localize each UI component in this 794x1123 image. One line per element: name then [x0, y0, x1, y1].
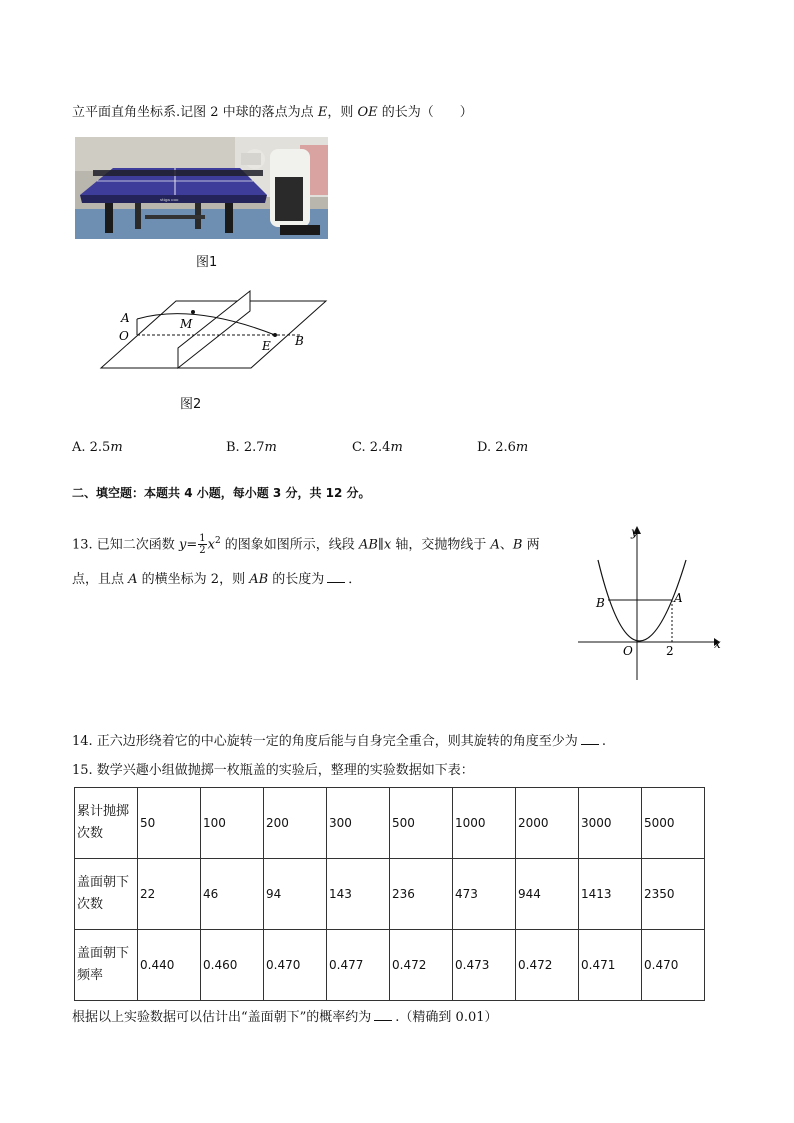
section2-title-mid2: 分，共	[281, 486, 326, 500]
label-e: E	[262, 339, 271, 353]
table-row	[75, 788, 705, 859]
section2-points-total: 12	[325, 486, 343, 500]
q13-line2-end: ．	[348, 572, 362, 587]
graph-label-b: B	[596, 596, 605, 610]
table-cell: 0.470	[264, 930, 327, 1001]
option-d-text: D. 2.6	[477, 440, 516, 455]
table-cell: 94	[264, 859, 327, 930]
label-o: O	[119, 329, 129, 343]
table-cell: 22	[138, 859, 201, 930]
section2-title-post: 分。	[342, 486, 371, 500]
option-c-unit: m	[390, 440, 403, 455]
table-cell: 5000	[642, 788, 705, 859]
point-m	[191, 310, 195, 314]
option-c-text: C. 2.4	[352, 440, 391, 455]
q13-line1-pre: 13. 已知二次函数	[72, 537, 179, 553]
table-cell: 46	[201, 859, 264, 930]
table-cell: 0.470	[642, 930, 705, 1001]
table-cell: 143	[327, 859, 390, 930]
option-a-unit: m	[110, 440, 123, 455]
q12-stem-mid: ，则	[327, 105, 358, 120]
option-a[interactable]	[72, 439, 123, 457]
q13-line1-mid: 的图象如图所示，线段	[220, 537, 359, 553]
table-cell: 1000	[453, 788, 516, 859]
q12-figure2-caption: 图2	[180, 397, 202, 412]
label-b: B	[295, 334, 304, 348]
table-cell: 50	[138, 788, 201, 859]
q13-var-x-axis: x	[383, 537, 392, 553]
q14	[72, 732, 606, 751]
graph-label-o: O	[623, 644, 633, 658]
q13-var-a: A	[490, 537, 500, 553]
q15-after	[72, 1008, 498, 1027]
point-e	[273, 333, 277, 337]
q13-var-x: x	[207, 537, 215, 553]
q13-parabola-graph	[574, 522, 724, 684]
row1-header	[75, 788, 138, 859]
q13-sep: 、	[499, 537, 513, 553]
label-m: M	[180, 317, 193, 331]
table-cell: 0.471	[579, 930, 642, 1001]
q13-line2-var-a: A	[128, 572, 138, 587]
q12-figure2-diagram	[95, 288, 335, 378]
q15-answer-blank[interactable]	[374, 1008, 392, 1021]
row2-header-line2: 次数	[77, 897, 104, 912]
q12-stem-post: 的长为（ ）	[377, 105, 473, 120]
table-cell: 473	[453, 859, 516, 930]
table-cell: 0.472	[516, 930, 579, 1001]
option-d-unit: m	[515, 440, 529, 455]
option-b-unit: m	[264, 440, 277, 455]
section2-count: 4	[184, 486, 193, 500]
q13-var-y: y	[178, 537, 187, 553]
q15-stem: 15. 数学兴趣小组做抛掷一枚瓶盖的实验后，整理的实验数据如下表：	[72, 763, 474, 778]
q12-figure1-photo	[75, 137, 328, 239]
table-cell: 200	[264, 788, 327, 859]
section2-title-mid1: 小题，每小题	[192, 486, 273, 500]
q13-line2-mid: 的横坐标为 2，则	[137, 572, 250, 587]
option-b[interactable]	[226, 439, 277, 457]
table-cell: 100	[201, 788, 264, 859]
graph-label-x: x	[714, 637, 721, 651]
q13-exponent: 2	[214, 536, 221, 546]
graph-label-y: y	[631, 525, 638, 539]
q15-after-pre: 根据以上实验数据可以估计出“盖面朝下”的概率约为	[72, 1010, 372, 1025]
section2-title	[72, 484, 371, 502]
option-b-text: B. 2.7	[226, 440, 265, 455]
table-cell: 0.473	[453, 930, 516, 1001]
q13-eq: =	[186, 537, 198, 553]
q13-line1-post: 轴，交抛物线于	[391, 537, 491, 553]
table-cell: 1413	[579, 859, 642, 930]
q13-line1-end: 两	[522, 537, 540, 553]
label-a: A	[121, 311, 130, 325]
q12-var-e: E	[317, 105, 328, 120]
row1-header-line2: 次数	[77, 826, 104, 841]
q13-parallel: ∥	[377, 537, 384, 553]
table-cell: 500	[390, 788, 453, 859]
table-cell: 0.477	[327, 930, 390, 1001]
table-cell: 300	[327, 788, 390, 859]
row1-header-line1: 累计抛掷	[77, 804, 130, 819]
table-cell: 3000	[579, 788, 642, 859]
q13-answer-blank[interactable]	[327, 570, 345, 583]
option-c[interactable]	[352, 439, 403, 457]
graph-label-a: A	[674, 591, 683, 605]
q13-line1	[72, 527, 540, 559]
row2-header-line1: 盖面朝下	[77, 875, 130, 890]
q13-fraction	[198, 533, 206, 556]
q12-figure1-caption: 图1	[196, 255, 218, 270]
table-row	[75, 930, 705, 1001]
q12-var-oe: OE	[357, 105, 378, 120]
table-cell: 2000	[516, 788, 579, 859]
q13-frac-den: 2	[199, 545, 206, 557]
q12-stem	[72, 104, 473, 122]
row3-header-line2: 频率	[77, 968, 104, 983]
table-cell: 2350	[642, 859, 705, 930]
table-cell: 236	[390, 859, 453, 930]
q12-stem-pre: 立平面直角坐标系.记图 2 中球的落点为点	[72, 105, 318, 120]
graph-label-two: 2	[666, 644, 674, 658]
q14-text: 14. 正六边形绕着它的中心旋转一定的角度后能与自身完全重合，则其旋转的角度至少为	[72, 734, 578, 749]
q15-after-post: .（精确到 0.01）	[395, 1010, 498, 1025]
section2-title-pre: 二、填空题：本题共	[72, 486, 185, 500]
option-d[interactable]	[477, 439, 528, 457]
q13-line2-pre: 点，且点	[72, 572, 129, 587]
table-row	[75, 859, 705, 930]
q14-answer-blank[interactable]	[581, 732, 599, 745]
q13-line2	[72, 570, 361, 589]
section2-points-each: 3	[272, 486, 282, 500]
q13-var-b: B	[512, 537, 523, 553]
table-cell: 0.440	[138, 930, 201, 1001]
table-cell: 944	[516, 859, 579, 930]
q13-frac-num: 1	[199, 533, 206, 545]
row3-header-line1: 盖面朝下	[77, 946, 130, 961]
q13-line2-post: 的长度为	[268, 572, 325, 587]
row3-header	[75, 930, 138, 1001]
row2-header	[75, 859, 138, 930]
q13-var-ab: AB	[358, 537, 378, 553]
q15-data-table	[74, 787, 705, 1001]
q14-end: .	[601, 734, 606, 749]
table-cell: 0.472	[390, 930, 453, 1001]
table-cell: 0.460	[201, 930, 264, 1001]
q13-line2-var-ab: AB	[249, 572, 269, 587]
svg-text:stiga ooo: stiga ooo	[160, 197, 179, 202]
option-a-text: A. 2.5	[72, 440, 111, 455]
